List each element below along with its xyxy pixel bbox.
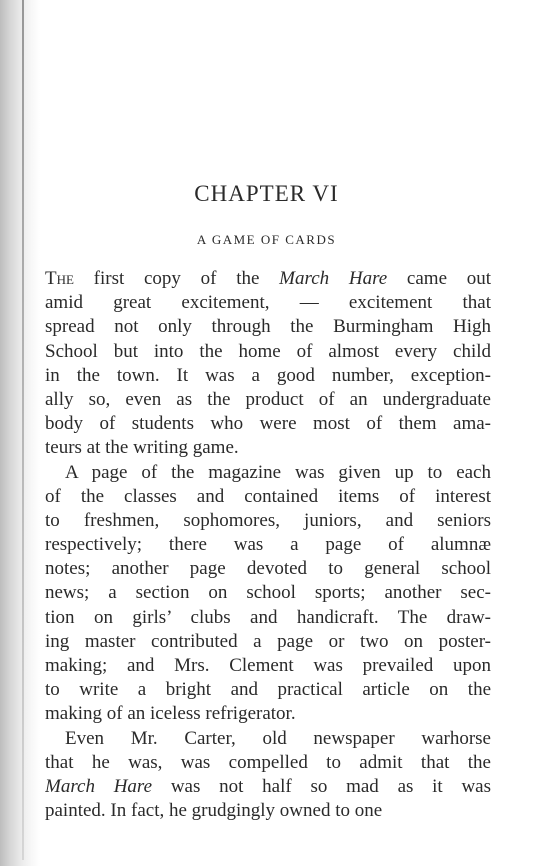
text-segment: ally so, even as the product of an undergraduate <box>45 388 491 410</box>
text-line <box>45 412 491 436</box>
italic-title: March Hare <box>45 775 153 797</box>
text-line <box>45 702 491 726</box>
text-segment: to write a bright and practical article on the <box>45 679 491 701</box>
text-segment: that he was, was compelled to admit that the <box>45 751 491 773</box>
text-segment: School but into the home of almost every child <box>45 340 491 362</box>
text-line <box>45 630 491 654</box>
text-line <box>45 751 491 775</box>
text-segment: respectively; there was a page of alumnæ <box>45 534 491 556</box>
text-segment: amid great excitement, — excitement that <box>45 292 491 314</box>
text-segment: Even Mr. Carter, old newspaper warhorse <box>65 727 491 749</box>
text-line <box>45 606 491 630</box>
text-segment: making of an iceless refrigerator. <box>45 703 296 725</box>
text-segment: tion on girls’ clubs and handicraft. The draw- <box>45 606 491 628</box>
text-line <box>45 533 491 557</box>
text-segment: A page of the magazine was given up to each <box>65 461 491 483</box>
text-line <box>45 267 491 291</box>
text-line <box>45 315 491 339</box>
body-text <box>45 267 491 823</box>
text-segment: was not half so mad as it was <box>152 775 491 797</box>
text-segment: of the classes and contained items of interest <box>45 485 491 507</box>
text-line <box>45 388 491 412</box>
text-segment: spread not only through the Burmingham High <box>45 316 491 338</box>
text-segment: to freshmen, sophomores, juniors, and seniors <box>45 509 491 531</box>
text-segment: body of students who were most of them ama- <box>45 413 491 435</box>
text-segment: teurs at the writing game. <box>45 437 239 459</box>
paragraph <box>45 267 491 461</box>
text-segment: making; and Mrs. Clement was prevailed upon <box>45 655 491 676</box>
text-segment: first copy of the <box>73 268 280 289</box>
text-line <box>45 581 491 605</box>
text-line <box>45 340 491 364</box>
text-line <box>45 364 491 388</box>
italic-title: March Hare <box>279 268 388 289</box>
text-line <box>45 557 491 581</box>
text-segment: news; a section on school sports; another sec- <box>45 582 491 604</box>
chapter-subtitle: A GAME OF CARDS <box>196 232 337 247</box>
paragraph <box>45 461 491 727</box>
text-segment: came out <box>387 268 491 289</box>
text-line <box>45 799 491 823</box>
text-segment: notes; another page devoted to general school <box>45 558 491 580</box>
text-line <box>45 727 491 751</box>
text-line <box>45 509 491 533</box>
text-segment: ing master contributed a page or two on poster- <box>45 630 491 652</box>
text-segment: painted. In fact, he grudgingly owned to one <box>45 800 383 822</box>
text-segment: in the town. It was a good number, exception- <box>45 364 491 386</box>
paragraph <box>45 727 491 824</box>
text-line <box>45 436 491 460</box>
text-segment: The <box>45 268 74 289</box>
chapter-title: CHAPTER VI <box>194 181 339 206</box>
text-line <box>45 678 491 702</box>
text-line <box>45 291 491 315</box>
text-line <box>45 461 491 485</box>
text-line <box>45 485 491 509</box>
page-gutter-shadow <box>0 0 40 866</box>
text-line <box>45 775 491 799</box>
binding-edge <box>22 0 24 860</box>
text-line <box>45 654 491 678</box>
